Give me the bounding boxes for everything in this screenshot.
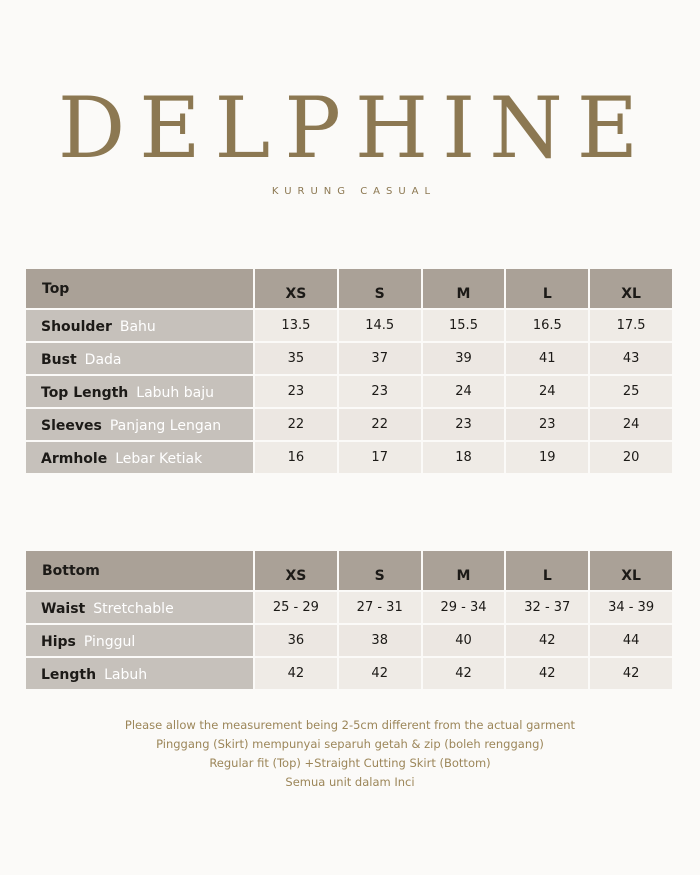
size-header-m: M	[422, 551, 506, 591]
brand-title: DELPHINE	[57, 79, 653, 177]
row-label-en: Sleeves	[41, 418, 102, 434]
table-cell: 25	[589, 375, 673, 408]
table-cell: 22	[254, 408, 338, 441]
table-row	[26, 591, 673, 624]
table-row	[26, 441, 673, 474]
row-label-en: Waist	[41, 601, 86, 617]
table-cell: 38	[338, 624, 422, 657]
top-size-table	[26, 269, 674, 475]
table-cell: 23	[338, 375, 422, 408]
size-header-s: S	[338, 551, 422, 591]
table-cell: 44	[589, 624, 673, 657]
table-cell: 37	[338, 342, 422, 375]
row-label	[26, 408, 254, 441]
table-header-row	[26, 551, 673, 591]
table-cell: 42	[505, 624, 589, 657]
row-label-en: Top Length	[41, 385, 129, 401]
table-cell: 24	[505, 375, 589, 408]
table-cell: 19	[505, 441, 589, 474]
note-line: Please allow the measurement being 2-5cm different from the actual garment	[124, 718, 576, 732]
table-cell: 34 - 39	[589, 591, 673, 624]
row-label	[26, 441, 254, 474]
row-label-my: Pinggul	[83, 634, 136, 650]
table-cell: 42	[254, 657, 338, 690]
row-label	[26, 624, 254, 657]
size-header-s: S	[338, 269, 422, 309]
row-label-my: Labuh baju	[136, 385, 214, 401]
bottom-header-label: Bottom	[26, 551, 254, 591]
table-cell: 15.5	[422, 309, 506, 342]
table-cell: 35	[254, 342, 338, 375]
size-header-m: M	[422, 269, 506, 309]
row-label	[26, 591, 254, 624]
table-cell: 36	[254, 624, 338, 657]
row-label-my: Panjang Lengan	[109, 418, 222, 434]
table-cell: 42	[589, 657, 673, 690]
table-cell: 23	[505, 408, 589, 441]
table-header-row	[26, 269, 673, 309]
bottom-size-table	[26, 551, 674, 691]
table-row	[26, 657, 673, 690]
table-cell: 23	[422, 408, 506, 441]
note-line: Regular fit (Top) +Straight Cutting Skirt (Bottom)	[209, 756, 491, 770]
table-cell: 18	[422, 441, 506, 474]
table-cell: 25 - 29	[254, 591, 338, 624]
row-label-my: Labuh	[104, 667, 148, 683]
table-row	[26, 342, 673, 375]
table-cell: 13.5	[254, 309, 338, 342]
table-cell: 32 - 37	[505, 591, 589, 624]
size-header-xs: XS	[254, 269, 338, 309]
row-label	[26, 342, 254, 375]
row-label-en: Shoulder	[41, 319, 112, 335]
table-row	[26, 624, 673, 657]
table-row	[26, 408, 673, 441]
row-label	[26, 657, 254, 690]
table-cell: 42	[505, 657, 589, 690]
note-line: Semua unit dalam Inci	[285, 775, 415, 789]
table-row	[26, 309, 673, 342]
row-label-my: Dada	[84, 352, 122, 368]
table-cell: 17.5	[589, 309, 673, 342]
row-label	[26, 309, 254, 342]
table-cell: 42	[338, 657, 422, 690]
table-cell: 41	[505, 342, 589, 375]
table-cell: 39	[422, 342, 506, 375]
table-cell: 17	[338, 441, 422, 474]
table-row	[26, 375, 673, 408]
table-cell: 29 - 34	[422, 591, 506, 624]
note-line: Pinggang (Skirt) mempunyai separuh getah & zip (boleh renggang)	[156, 737, 544, 751]
table-cell: 20	[589, 441, 673, 474]
table-cell: 24	[422, 375, 506, 408]
size-header-xl: XL	[589, 551, 673, 591]
table-cell: 27 - 31	[338, 591, 422, 624]
table-cell: 24	[589, 408, 673, 441]
size-header-xl: XL	[589, 269, 673, 309]
row-label-en: Hips	[41, 634, 76, 650]
size-header-xs: XS	[254, 551, 338, 591]
top-header-label: Top	[26, 269, 254, 309]
table-cell: 16.5	[505, 309, 589, 342]
row-label-my: Bahu	[119, 319, 156, 335]
measurement-notes	[0, 716, 700, 792]
row-label	[26, 375, 254, 408]
table-cell: 43	[589, 342, 673, 375]
table-cell: 14.5	[338, 309, 422, 342]
brand-subtitle: KURUNG CASUAL	[271, 186, 437, 197]
row-label-en: Bust	[41, 352, 77, 368]
size-header-l: L	[505, 551, 589, 591]
table-cell: 40	[422, 624, 506, 657]
row-label-my: Lebar Ketiak	[115, 451, 203, 467]
size-header-l: L	[505, 269, 589, 309]
row-label-en: Length	[41, 667, 97, 683]
row-label-my: Stretchable	[93, 601, 174, 617]
row-label-en: Armhole	[41, 451, 108, 467]
table-cell: 42	[422, 657, 506, 690]
table-cell: 23	[254, 375, 338, 408]
table-cell: 16	[254, 441, 338, 474]
table-cell: 22	[338, 408, 422, 441]
